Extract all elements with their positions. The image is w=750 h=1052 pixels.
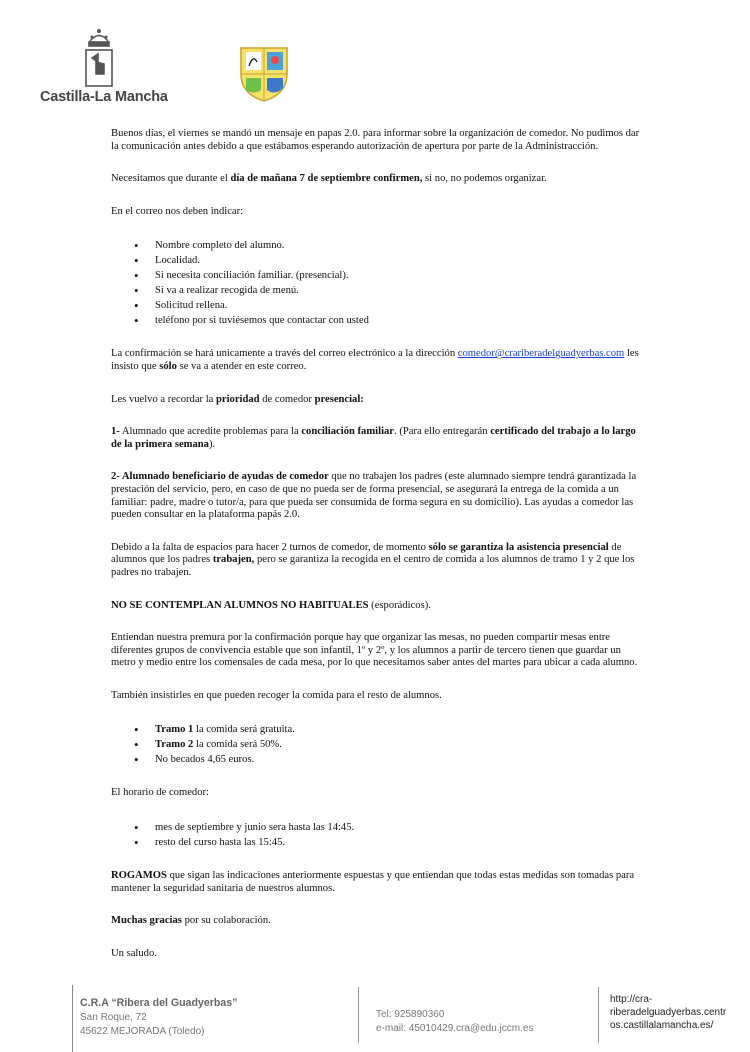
list-item: • Solicitud rellena. [155,298,641,313]
list-item: • No becados 4,65 euros. [155,752,641,767]
school-city: 45622 MEJORADA (Toledo) [80,1026,205,1037]
priority-one-paragraph: 1- Alumnado que acredite problemas para la conciliación familiar. (Para ello entregarán certificado del trabajo a lo largo de la primera semana). [111,426,636,450]
list-item: • Tramo 2 la comida será 50%. [155,737,641,752]
school-name: C.R.A “Ribera del Guadyerbas” [80,997,238,1009]
school-street: San Roque, 72 [80,1012,147,1023]
castilla-la-mancha-logo [40,28,168,108]
school-crest-logo [238,44,290,107]
website-line: http://cra- [610,994,653,1005]
footer-divider [358,987,359,1043]
school-website-link[interactable] [610,993,735,1032]
no-occasional-paragraph: NO SE CONTEMPLAN ALUMNOS NO HABITUALES (esporádicos). [111,599,431,611]
list-item: • Nombre completo del alumno. [155,238,641,253]
priority-paragraph: Les vuelvo a recordar la prioridad de comedor presencial: [111,393,364,405]
list-item: • Tramo 1 la comida será gratuita. [155,722,641,737]
list-item: • Localidad. [155,253,641,268]
schedule-heading: El horario de comedor: [111,787,209,799]
confirmation-email-paragraph: La confirmación se hará unicamente a través del correo electrónico a la dirección comedor@crariberadelguadyerbas.com les insisto que sólo se va a atender en este correo. [111,348,639,372]
castle-crown-icon [82,28,116,88]
email-instructions-paragraph: En el correo nos deben indicar: [111,205,244,217]
list-item: • teléfono por si tuviésemos que contactar con usted [155,313,641,328]
brand-name: Castilla-La Mancha [40,89,168,105]
request-paragraph: ROGAMOS que sigan las indicaciones anteriormente espuestas y que entiendan que todas estas medidas son tomadas para mantener la seguridad sanitaria de nuestros alumnos. [111,870,635,894]
priority-two-paragraph: 2- Alumnado beneficiario de ayudas de comedor que no trabajen los padres (este alumnado siempre tendrá garantizada la prestación del servicio, pero, en caso de que no pueda ser de forma presencial, se asegurará la entrega de la comida a un familiar: padre, madre o tutor/a, para que pueda ser consumida de forma segura en su domicilio). Las ayudas a comedor las pueden consultar en la plataforma papás 2.0. [111,471,637,521]
list-item: • Si va a realizar recogida de menú. [155,283,641,298]
confirm-request-paragraph: Necesitamos que durante el día de mañana 7 de septiembre confirmen, si no, no podemos organizar. [111,173,547,185]
thanks-paragraph: Muchas gracias por su colaboración. [111,915,271,927]
greeting-paragraph: Buenos días, el viernes se mandó un mensaje en papas 2.0. para informar sobre la organización de comedor. No pudimos dar la comunicación antes debido a que estábamos esperando autorización de apertura por parte de la Administracción. [111,128,640,152]
pickup-paragraph: También insistirles en que pueden recoger la comida para el resto de alumnos. [111,689,442,701]
website-line: riberadelguadyerbas.centr [610,1007,727,1018]
footer-divider [72,985,73,1052]
footer [0,985,750,1052]
price-list [111,722,641,767]
comedor-email-link[interactable]: comedor@crariberadelguadyerbas.com [457,348,625,360]
website-line: os.castillalamancha.es/ [610,1020,714,1031]
footer-divider [598,987,599,1043]
list-item: • Si necesita conciliación familiar. (presencial). [155,268,641,283]
school-phone: Tel: 925890360 [376,1009,445,1020]
space-shortage-paragraph: Debido a la falta de espacios para hacer 2 turnos de comedor, de momento sólo se garantiza la asistencia presencial de alumnos que los padres trabajen, pero se garantiza la recogida en el centro de comida a los alumnos de tramo 1 y 2 que los padres no trabajen. [111,541,635,578]
required-info-list [111,238,641,328]
list-item: • resto del curso hasta las 15:45. [155,835,641,850]
schedule-list [111,820,641,850]
urgency-paragraph: Entiendan nuestra premura por la confirmación porque hay que organizar las mesas, no pueden compartir mesas entre diferentes grupos de convivencia estable que son infantil, 1º y 2º, y los alumnos a partir de tercero tienen que guardar un metro y medio entre los comensales de cada mesa, por lo que necesitamos saber antes del martes para ubicar a cada alumno. [111,632,638,669]
letter-body [111,128,641,973]
closing: Un saludo. [111,947,157,959]
list-item: • mes de septiembre y junio sera hasta las 14:45. [155,820,641,835]
school-email: e-mail: 45010429.cra@edu.jccm.es [376,1023,534,1034]
